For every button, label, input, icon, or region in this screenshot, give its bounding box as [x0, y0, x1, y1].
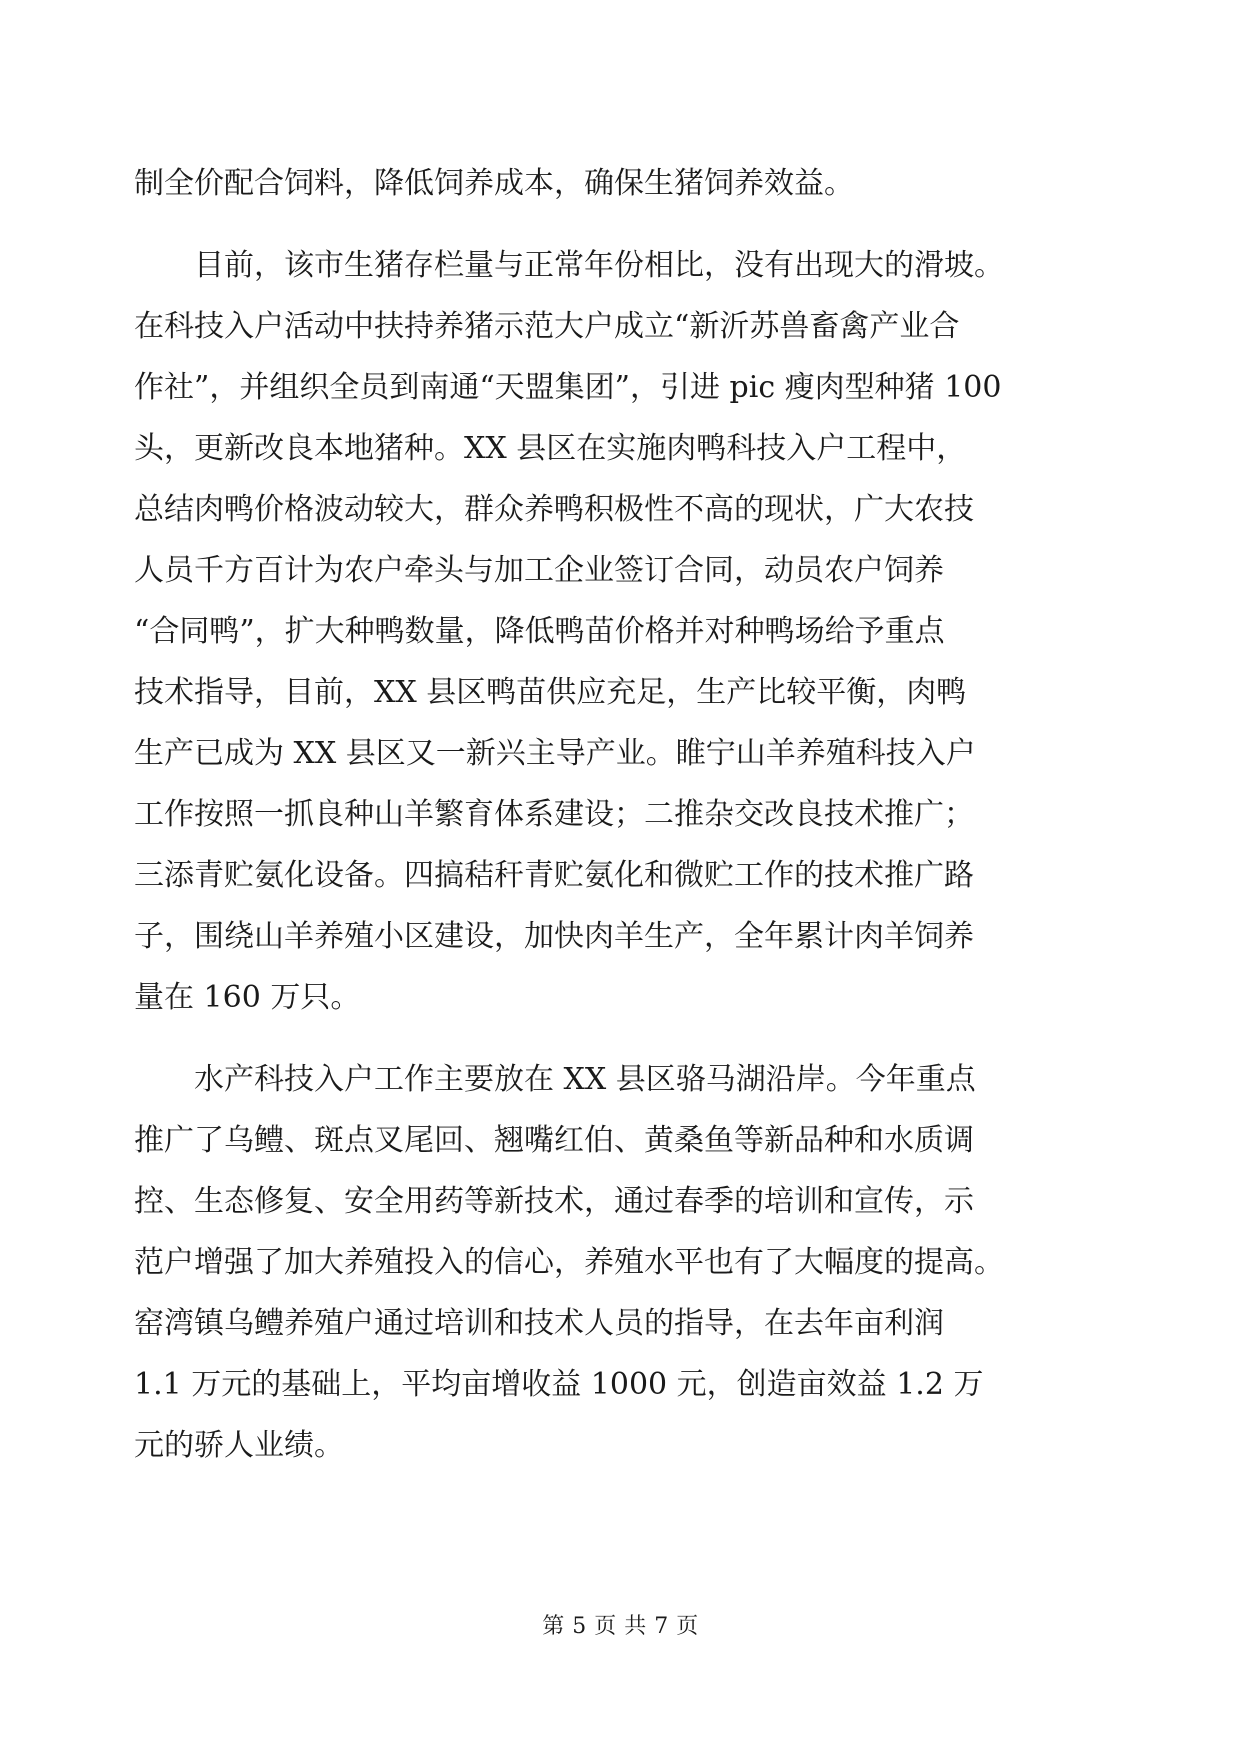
paragraph-line: 元的骄人业绩。 [134, 1428, 344, 1463]
paragraph-line: 控、生态修复、安全用药等新技术，通过春季的培训和宣传，示 [134, 1184, 974, 1219]
paragraph-line: 推广了乌鳢、斑点叉尾回、翘嘴红伯、黄桑鱼等新品种和水质调 [134, 1123, 974, 1158]
paragraph-line: 量在 160 万只。 [134, 980, 361, 1015]
paragraph-line: 工作按照一抓良种山羊繁育体系建设；二推杂交改良技术推广； [134, 797, 974, 832]
paragraph-line: 三添青贮氨化设备。四搞秸秆青贮氨化和微贮工作的技术推广路 [134, 858, 974, 893]
paragraph-line: 窑湾镇乌鳢养殖户通过培训和技术人员的指导，在去年亩利润 [134, 1306, 944, 1341]
paragraph-line: 在科技入户活动中扶持养猪示范大户成立“新沂苏兽畜禽产业合 [134, 309, 960, 344]
paragraph-line: 技术指导，目前，XX 县区鸭苗供应充足，生产比较平衡，肉鸭 [134, 675, 967, 710]
paragraph-line: 头，更新改良本地猪种。XX 县区在实施肉鸭科技入户工程中， [134, 431, 967, 466]
paragraph-line: “合同鸭”，扩大种鸭数量，降低鸭苗价格并对种鸭场给予重点 [134, 614, 945, 649]
paragraph-line: 制全价配合饲料，降低饲养成本，确保生猪饲养效益。 [134, 166, 854, 201]
paragraph-line: 子，围绕山羊养殖小区建设，加快肉羊生产，全年累计肉羊饲养 [134, 919, 974, 954]
paragraph-line: 范户增强了加大养殖投入的信心，养殖水平也有了大幅度的提高。 [134, 1245, 1004, 1280]
paragraph-line: 人员千方百计为农户牵头与加工企业签订合同，动员农户饲养 [134, 553, 944, 588]
paragraph-line: 总结肉鸭价格波动较大，群众养鸭积极性不高的现状，广大农技 [134, 492, 974, 527]
paragraph-line: 生产已成为 XX 县区又一新兴主导产业。睢宁山羊养殖科技入户 [134, 736, 976, 771]
paragraph-line: 目前，该市生猪存栏量与正常年份相比，没有出现大的滑坡。 [134, 248, 1004, 283]
page-number-footer: 第 5 页 共 7 页 [542, 1614, 699, 1639]
paragraph-line: 水产科技入户工作主要放在 XX 县区骆马湖沿岸。今年重点 [134, 1062, 976, 1097]
paragraph-line: 1.1 万元的基础上，平均亩增收益 1000 元，创造亩效益 1.2 万 [134, 1367, 984, 1402]
paragraph-line: 作社”，并组织全员到南通“天盟集团”，引进 pic 瘦肉型种猪 100 [134, 370, 1002, 405]
